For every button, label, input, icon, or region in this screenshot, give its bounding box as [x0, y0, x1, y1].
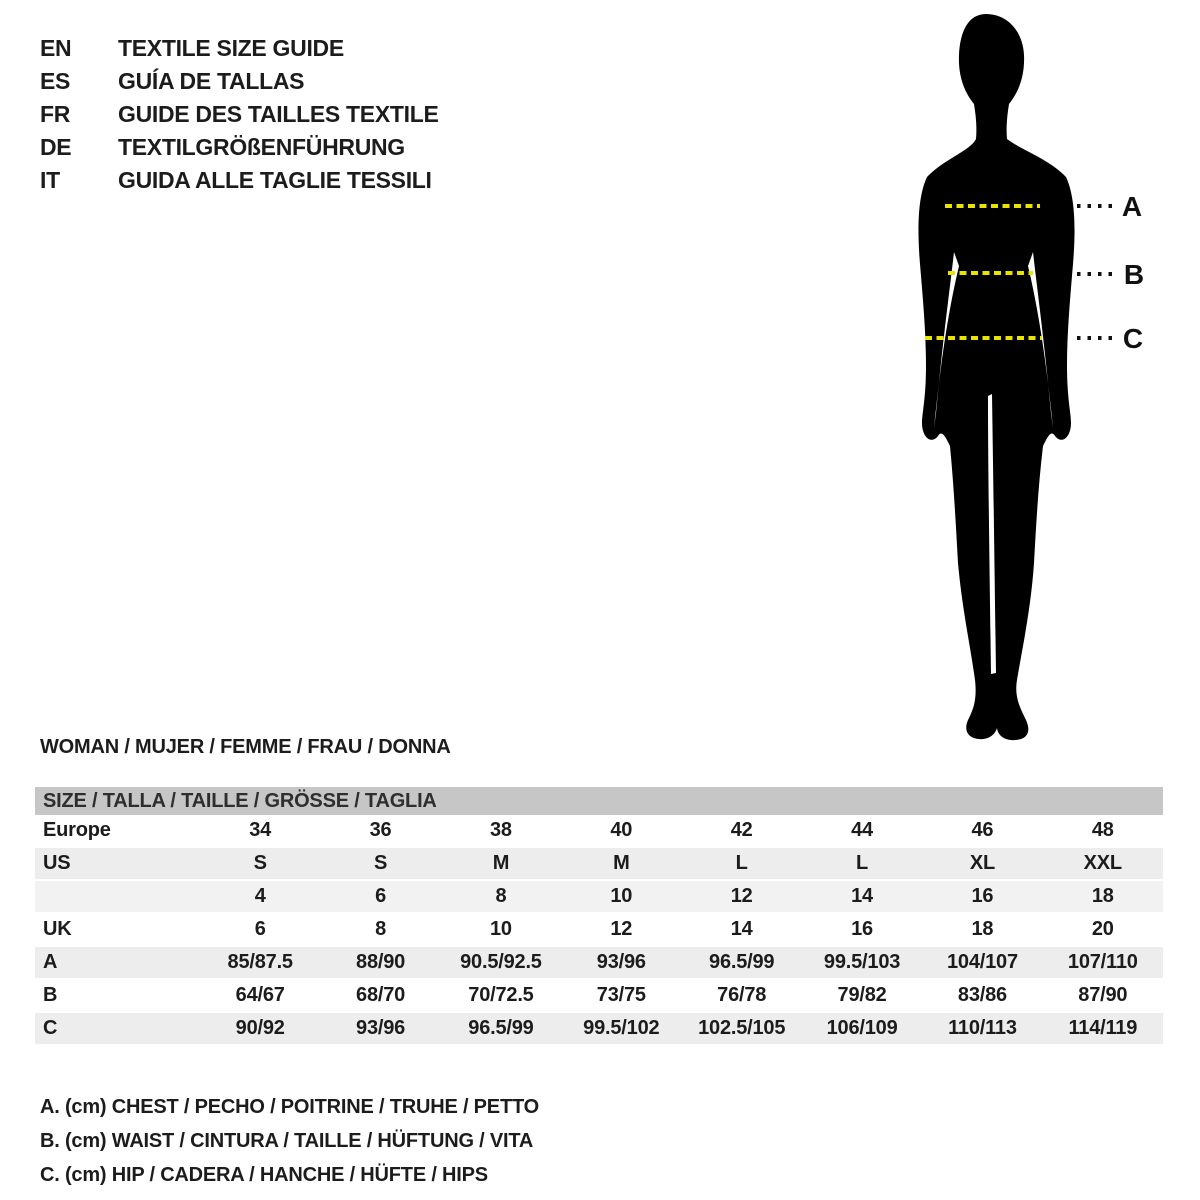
- table-cell: 68/70: [356, 984, 406, 1006]
- table-cell: 107/110: [1067, 951, 1138, 973]
- language-code: IT: [40, 167, 60, 193]
- table-cell: 16: [851, 918, 873, 940]
- table-row: [35, 1013, 1163, 1046]
- legend-row: A. (cm) CHEST / PECHO / POITRINE / TRUHE / PETTO: [40, 1096, 539, 1118]
- table-cell: 34: [249, 819, 272, 841]
- language-code: DE: [40, 134, 72, 160]
- table-cell: 79/82: [837, 984, 887, 1006]
- table-cell: 87/90: [1078, 984, 1128, 1006]
- table-cell: 110/113: [948, 1017, 1017, 1039]
- language-row: [40, 65, 439, 98]
- table-cell: 44: [851, 819, 873, 841]
- table-cell: 96.5/99: [709, 951, 775, 973]
- language-code: EN: [40, 35, 72, 61]
- table-cell: XXL: [1083, 852, 1122, 874]
- table-cell: L: [735, 852, 748, 874]
- language-row: [40, 32, 439, 65]
- table-cell: 4: [254, 885, 266, 907]
- language-title: TEXTILE SIZE GUIDE: [118, 35, 344, 61]
- table-cell: 83/86: [957, 984, 1007, 1006]
- row-label: UK: [43, 918, 72, 940]
- language-title: GUÍA DE TALLAS: [118, 68, 305, 94]
- table-cell: 12: [610, 918, 633, 940]
- row-label: Europe: [43, 819, 111, 841]
- row-label: A: [43, 951, 58, 973]
- table-cell: L: [856, 852, 869, 874]
- table-cell: 16: [971, 885, 994, 907]
- table-cell: 90.5/92.5: [460, 951, 542, 973]
- table-cell: XL: [969, 852, 996, 874]
- table-row: [35, 980, 1163, 1013]
- table-cell: 14: [730, 918, 753, 940]
- row-label: B: [43, 984, 58, 1006]
- table-cell: 6: [375, 885, 387, 907]
- table-cell: 36: [369, 819, 392, 841]
- table-cell: 99.5/103: [823, 951, 901, 973]
- measurement-legend: [40, 1090, 539, 1192]
- size-table: [35, 787, 1163, 1046]
- language-row: [40, 98, 439, 131]
- section-title: WOMAN / MUJER / FEMME / FRAU / DONNA: [40, 736, 451, 758]
- table-cell: 10: [490, 918, 512, 940]
- language-title: GUIDA ALLE TAGLIE TESSILI: [118, 167, 432, 193]
- table-cell: 106/109: [826, 1017, 898, 1039]
- table-cell: 8: [375, 918, 387, 940]
- table-cell: S: [373, 852, 388, 874]
- table-row: [35, 815, 1163, 848]
- table-cell: 93/96: [596, 951, 646, 973]
- table-row: [35, 947, 1163, 980]
- table-cell: 73/75: [596, 984, 646, 1006]
- table-cell: 70/72.5: [468, 984, 534, 1006]
- table-cell: S: [253, 852, 267, 874]
- language-title: TEXTILGRÖßENFÜHRUNG: [118, 134, 405, 160]
- table-cell: 96.5/99: [468, 1017, 534, 1039]
- language-title-list: [40, 32, 439, 197]
- table-cell: 99.5/102: [583, 1017, 660, 1039]
- table-cell: 90/92: [235, 1017, 285, 1039]
- table-cell: M: [492, 852, 510, 874]
- table-cell: 20: [1091, 918, 1114, 940]
- table-cell: 12: [730, 885, 753, 907]
- table-cell: 104/107: [946, 951, 1018, 973]
- table-cell: 85/87.5: [227, 951, 293, 973]
- table-cell: 8: [495, 885, 507, 907]
- legend-row: C. (cm) HIP / CADERA / HANCHE / HÜFTE / HIPS: [40, 1164, 488, 1186]
- chest-label: A: [1121, 191, 1143, 222]
- table-cell: 48: [1091, 819, 1114, 841]
- row-label: US: [43, 852, 71, 874]
- legend-row: B. (cm) WAIST / CINTURA / TAILLE / HÜFTUNG / VITA: [40, 1130, 534, 1152]
- table-cell: 102.5/105: [698, 1017, 786, 1039]
- hip-label: C: [1122, 323, 1144, 354]
- table-cell: 38: [490, 819, 512, 841]
- table-row: [35, 881, 1163, 914]
- size-table-header: SIZE / TALLA / TAILLE / GRÖSSE / TAGLIA: [35, 787, 1163, 815]
- table-cell: 46: [971, 819, 994, 841]
- size-table-body: [35, 815, 1163, 1046]
- table-cell: 76/78: [717, 984, 767, 1006]
- language-row: [40, 164, 439, 197]
- table-row: [35, 914, 1163, 947]
- table-cell: 93/96: [356, 1017, 406, 1039]
- table-cell: 18: [1091, 885, 1114, 907]
- table-cell: 88/90: [356, 951, 406, 973]
- woman-silhouette: [918, 14, 1074, 740]
- table-cell: 14: [851, 885, 873, 907]
- waist-label: B: [1123, 259, 1145, 290]
- body-measurement-diagram: [870, 8, 1190, 748]
- table-cell: 40: [610, 819, 633, 841]
- language-row: [40, 131, 439, 164]
- row-label: C: [43, 1017, 58, 1039]
- row-label: [35, 881, 200, 912]
- language-code: FR: [40, 101, 71, 127]
- table-cell: 18: [971, 918, 994, 940]
- table-cell: 10: [610, 885, 633, 907]
- table-cell: M: [613, 852, 630, 874]
- table-cell: 114/119: [1068, 1017, 1138, 1039]
- table-row: [35, 848, 1163, 881]
- language-title: GUIDE DES TAILLES TEXTILE: [118, 101, 439, 127]
- table-cell: 42: [730, 819, 753, 841]
- woman-silhouette-svg: [870, 8, 1190, 748]
- table-cell: 6: [254, 918, 266, 940]
- language-code: ES: [40, 68, 71, 94]
- table-cell: 64/67: [235, 984, 285, 1006]
